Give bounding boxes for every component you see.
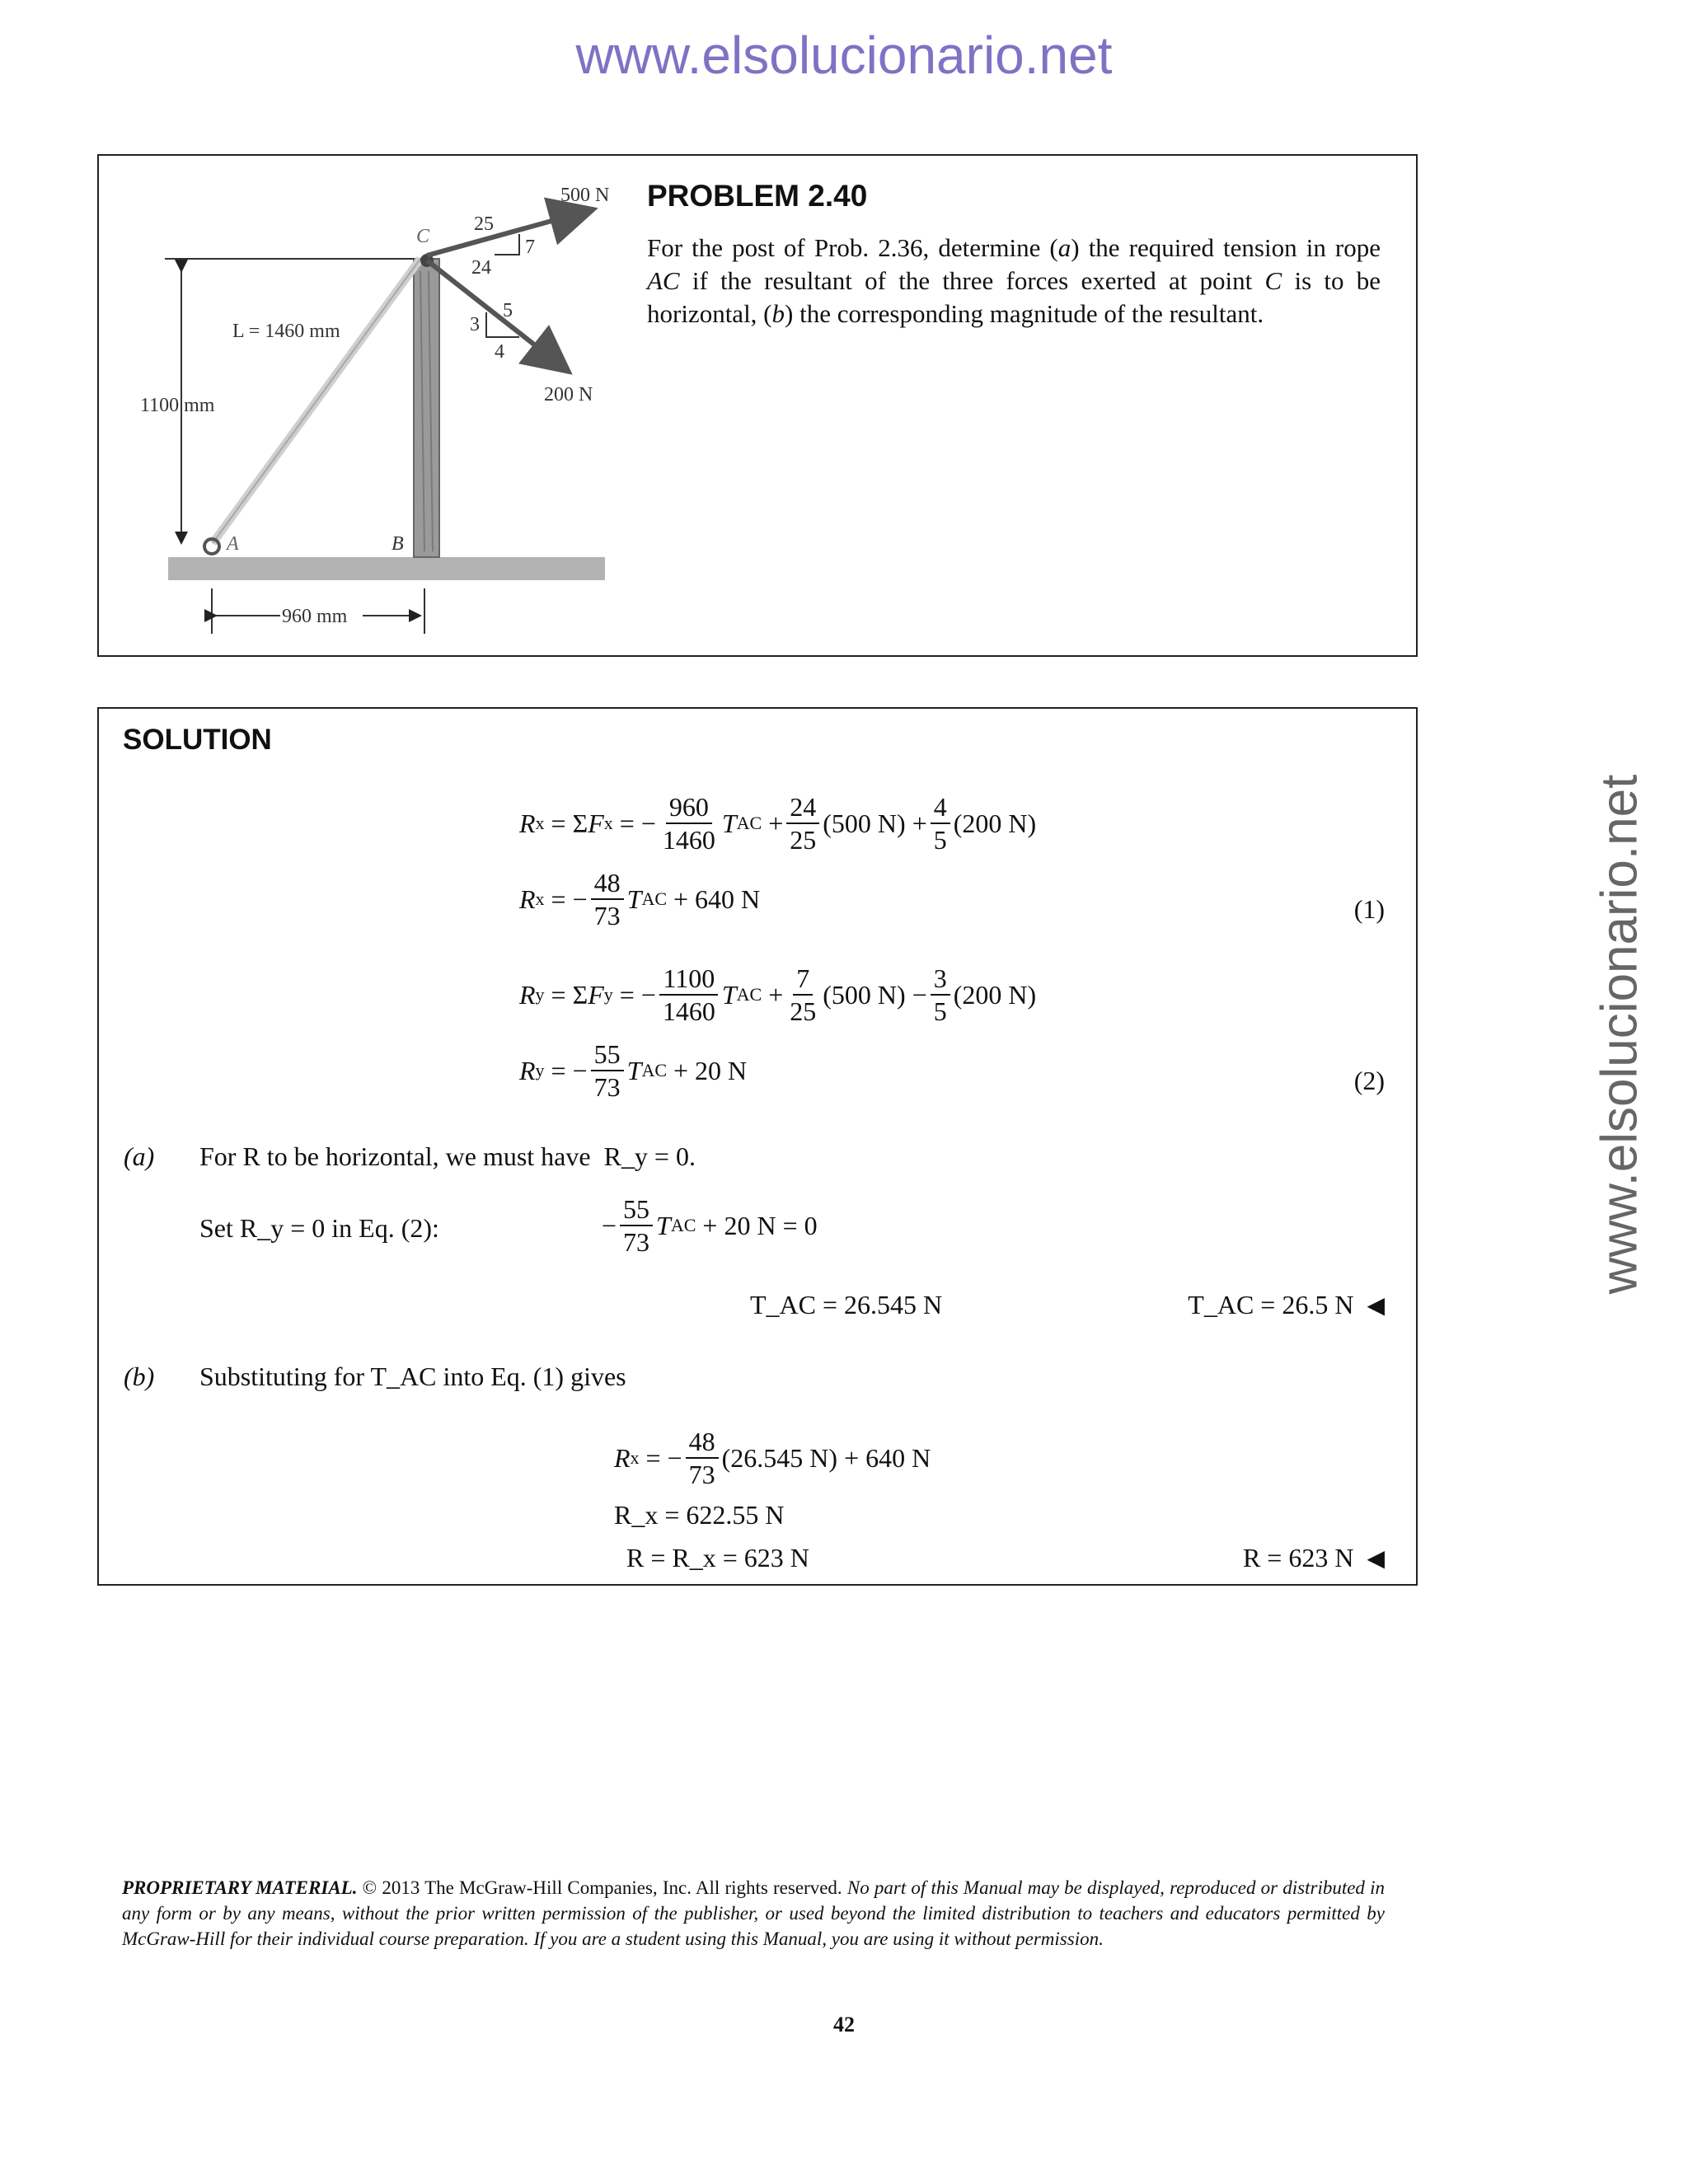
set-ry-text: Set R_y = 0 in Eq. (2): — [199, 1213, 439, 1243]
answer-marker-icon: ◀ — [1367, 1292, 1385, 1319]
page-number: 42 — [833, 2013, 855, 2036]
equation-rx-sum: R x = Σ F x = − $\frac{960}{1460}$ T AC + $\frac{24}{25}$ (500 N) + $\frac{4}{5}$ (200 N) — [519, 792, 1037, 855]
label-slope2-hyp: 5 — [503, 300, 513, 321]
label-slope2-run: 4 — [495, 341, 504, 363]
label-rope-length: L = 1460 mm — [232, 321, 340, 342]
equation-ry-sum: R y = Σ F y = − $\frac{1100}{1460}$ T AC + $\frac{7}{25}$ (500 N) − $\frac{3}{5}$ (200 N) — [519, 963, 1037, 1026]
tac-answer: T_AC = 26.5 N ◀ — [1188, 1290, 1385, 1319]
part-a-text: For R to be horizontal, we must have R_y = 0. — [199, 1141, 696, 1171]
label-slope2-rise: 3 — [470, 314, 480, 335]
force-500n-arrow — [427, 209, 593, 255]
part-b-text: Substituting for T_AC into Eq. (1) gives — [199, 1361, 626, 1391]
answer-marker-icon: ◀ — [1367, 1545, 1385, 1572]
label-height: 1100 mm — [140, 395, 215, 416]
r-value: R = R_x = 623 N — [626, 1543, 809, 1572]
post — [414, 259, 439, 557]
part-b-label: (b) — [124, 1361, 155, 1391]
problem-box — [97, 154, 1418, 657]
equation-ry-zero: − $\frac{55}{73}$ T AC + 20 N = 0 — [602, 1194, 818, 1257]
label-point-c: C — [416, 226, 430, 247]
equation-ry-simplified: R y = − $\frac{55}{73}$ T AC + 20 N — [519, 1039, 748, 1102]
ground — [168, 557, 605, 580]
copyright-footer: PROPRIETARY MATERIAL. © 2013 The McGraw-Hill Companies, Inc. All rights reserved. No part of this Manual may be displayed, reproduced or distributed in any form or by any means, without the prior written permission of the publisher, or used beyond the limited distribution to teachers and educators permitted by McGraw-Hill for their individual course preparation. If you are a student using this Manual, you are using it without permission. — [122, 1877, 1386, 1949]
label-point-b: B — [392, 533, 404, 555]
label-base: 960 mm — [282, 606, 348, 627]
label-slope1-rise: 7 — [525, 237, 535, 258]
part-a-label: (a) — [124, 1141, 155, 1171]
post-figure — [99, 156, 626, 655]
watermark-side: www.elsolucionario.net — [1591, 774, 1648, 1295]
solution-box — [97, 707, 1418, 1586]
problem-text: For the post of Prob. 2.36, determine (a) the required tension in rope AC if the resultant of the three forces exerted at point C is to be horizontal, (b) the corresponding magnitude of the resultant. — [647, 233, 1381, 328]
tac-value: T_AC = 26.545 N — [750, 1290, 943, 1319]
label-500n: 500 N — [560, 185, 610, 206]
rx-value: R_x = 622.55 N — [614, 1500, 785, 1530]
label-point-a: A — [227, 533, 239, 555]
solution-title: SOLUTION — [123, 724, 272, 756]
equation-rx-simplified: R x = − $\frac{48}{73}$ T AC + 640 N — [519, 868, 761, 930]
equation-number-1: (1) — [1353, 894, 1385, 924]
watermark-top: www.elsolucionario.net — [575, 26, 1113, 85]
equation-number-2: (2) — [1353, 1066, 1385, 1095]
label-200n: 200 N — [544, 384, 593, 405]
r-answer: R = 623 N ◀ — [1242, 1543, 1385, 1572]
problem-title: PROBLEM 2.40 — [647, 179, 868, 213]
label-slope1-run: 24 — [471, 257, 491, 279]
equation-rx-substituted: R x = − $\frac{48}{73}$ (26.545 N) + 640 N — [614, 1427, 931, 1489]
label-slope1-hyp: 25 — [474, 213, 494, 235]
